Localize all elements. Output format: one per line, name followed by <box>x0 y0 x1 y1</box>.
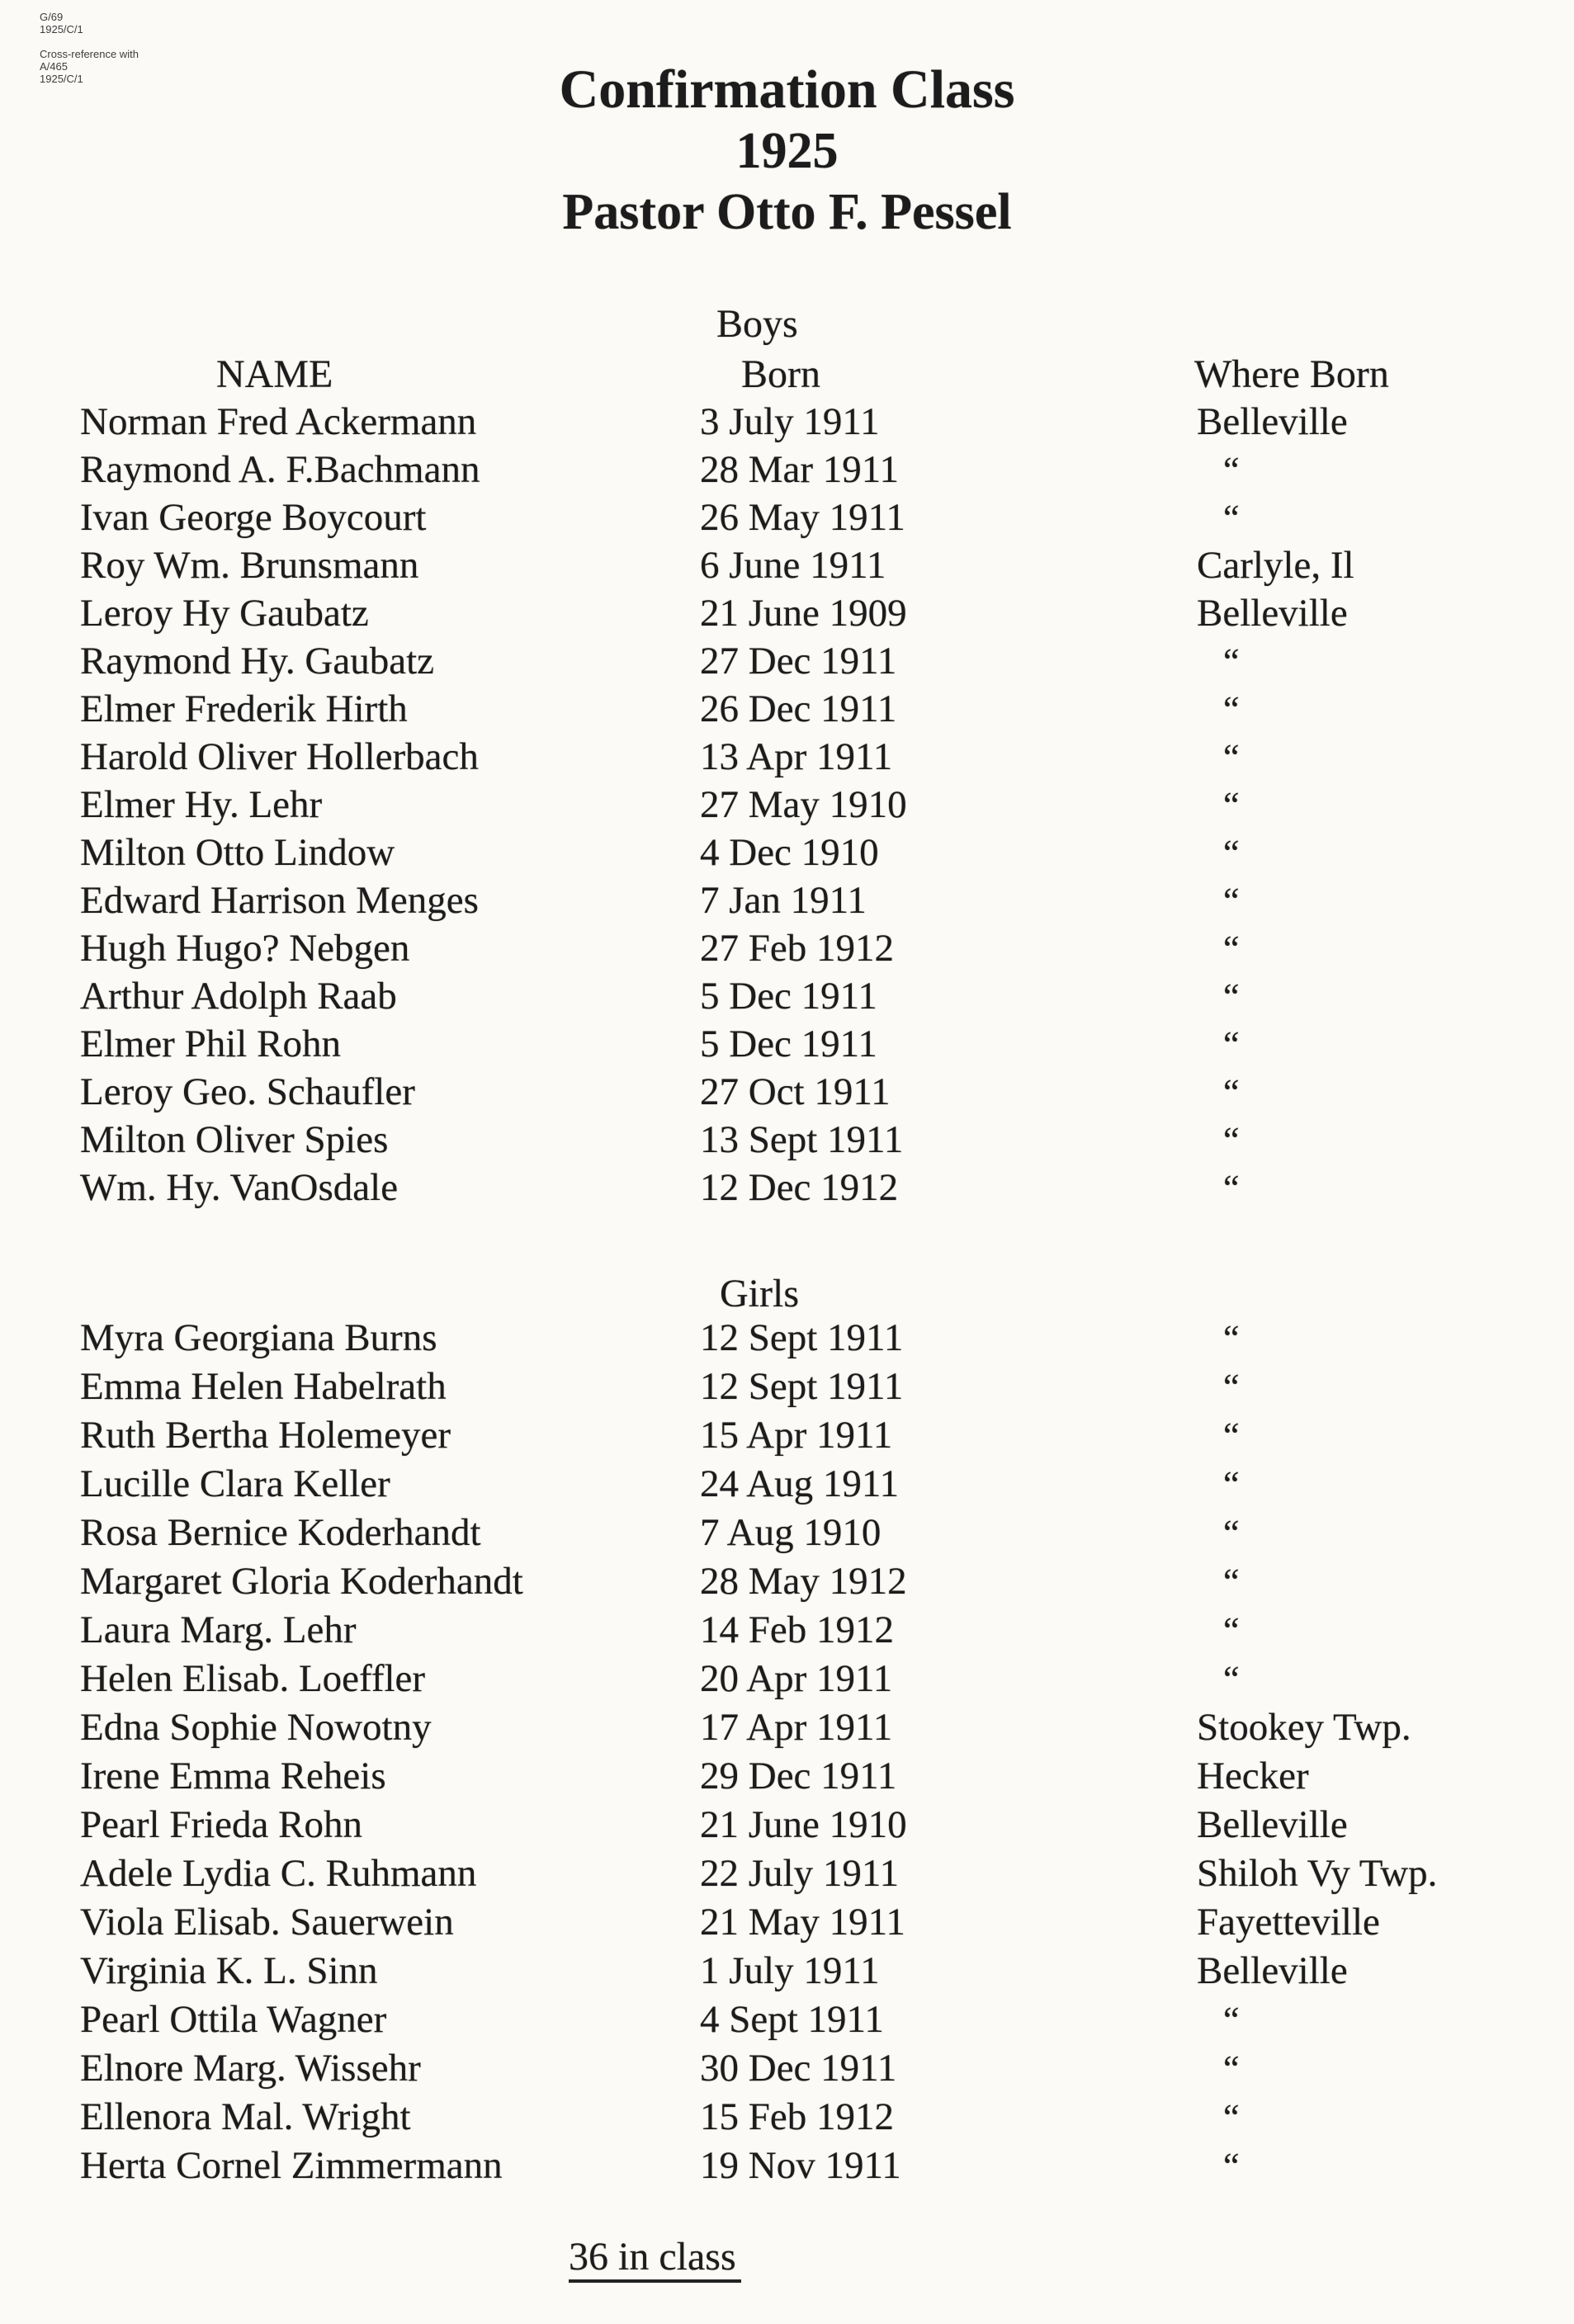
title-line-1: Confirmation Class <box>559 59 1015 120</box>
table-row <box>0 1608 1574 1656</box>
column-header-where-born: Where Born <box>1194 352 1389 396</box>
table-row <box>0 495 1574 543</box>
birth-date: 12 Dec 1912 <box>700 1166 899 1209</box>
ditto-mark: “ <box>1223 785 1240 825</box>
table-row <box>0 878 1574 926</box>
table-row <box>0 1364 1574 1412</box>
ditto-mark: “ <box>1223 881 1240 921</box>
student-name: Helen Elisab. Loeffler <box>80 1657 426 1700</box>
birth-date: 17 Apr 1911 <box>700 1706 893 1749</box>
birthplace: Shiloh Vy Twp. <box>1197 1852 1438 1895</box>
birthplace: Carlyle, Il <box>1197 544 1354 587</box>
birth-date: 13 Apr 1911 <box>700 735 893 778</box>
birth-date: 4 Sept 1911 <box>700 1998 884 2041</box>
ditto-mark: “ <box>1223 928 1240 969</box>
student-name: Lucille Clara Keller <box>80 1462 390 1505</box>
birthplace: Belleville <box>1197 1949 1348 1992</box>
birth-date: 24 Aug 1911 <box>700 1462 900 1505</box>
table-row <box>0 2095 1574 2142</box>
student-name: Milton Oliver Spies <box>80 1118 389 1161</box>
birth-date: 15 Apr 1911 <box>700 1414 893 1457</box>
ditto-mark: “ <box>1223 2146 1240 2186</box>
ditto-mark: “ <box>1223 1415 1240 1456</box>
student-name: Pearl Frieda Rohn <box>80 1803 362 1846</box>
ditto-mark: “ <box>1223 1318 1240 1358</box>
table-row <box>0 1705 1574 1753</box>
birthplace: Stookey Twp. <box>1197 1706 1411 1749</box>
table-row <box>0 591 1574 639</box>
table-row <box>0 2046 1574 2094</box>
table-row <box>0 1754 1574 1802</box>
ditto-mark: “ <box>1223 1120 1240 1160</box>
table-row <box>0 447 1574 495</box>
birth-date: 21 May 1911 <box>700 1901 905 1944</box>
table-row <box>0 1559 1574 1607</box>
birth-date: 12 Sept 1911 <box>700 1316 904 1359</box>
ditto-mark: “ <box>1223 737 1240 777</box>
birth-date: 19 Nov 1911 <box>700 2144 901 2187</box>
student-name: Ivan George Boycourt <box>80 496 427 539</box>
table-row <box>0 1948 1574 1996</box>
ditto-mark: “ <box>1223 2000 1240 2040</box>
table-row <box>0 1117 1574 1165</box>
birth-date: 14 Feb 1912 <box>700 1608 894 1651</box>
ditto-mark: “ <box>1223 1464 1240 1504</box>
birth-date: 15 Feb 1912 <box>700 2095 894 2138</box>
table-row <box>0 782 1574 830</box>
birth-date: 28 Mar 1911 <box>700 448 900 491</box>
birth-date: 28 May 1912 <box>700 1560 907 1603</box>
annotation-line: 1925/C/1 <box>40 73 83 85</box>
birth-date: 26 Dec 1911 <box>700 687 897 730</box>
birthplace: Belleville <box>1197 1803 1348 1846</box>
birth-date: 26 May 1911 <box>700 496 905 539</box>
student-name: Herta Cornel Zimmermann <box>80 2144 503 2187</box>
birth-date: 27 Feb 1912 <box>700 927 894 970</box>
ditto-mark: “ <box>1223 1072 1240 1112</box>
table-row <box>0 2143 1574 2191</box>
table-row <box>0 687 1574 735</box>
student-name: Milton Otto Lindow <box>80 831 395 874</box>
birth-date: 4 Dec 1910 <box>700 831 879 874</box>
annotation-line: Cross-reference with <box>40 48 139 60</box>
birth-date: 5 Dec 1911 <box>700 975 877 1018</box>
student-name: Adele Lydia C. Ruhmann <box>80 1852 477 1895</box>
birth-date: 27 Oct 1911 <box>700 1070 891 1113</box>
table-row <box>0 1900 1574 1948</box>
student-name: Ellenora Mal. Wright <box>80 2095 411 2138</box>
student-name: Virginia K. L. Sinn <box>80 1949 378 1992</box>
birth-date: 21 June 1910 <box>700 1803 907 1846</box>
student-name: Raymond A. F.Bachmann <box>80 448 480 491</box>
student-name: Harold Oliver Hollerbach <box>80 735 479 778</box>
birth-date: 12 Sept 1911 <box>700 1365 904 1408</box>
ditto-mark: “ <box>1223 498 1240 538</box>
document-title <box>0 59 1574 243</box>
student-name: Emma Helen Habelrath <box>80 1365 447 1408</box>
student-name: Elmer Frederik Hirth <box>80 687 408 730</box>
class-total: 36 in class <box>569 2236 741 2283</box>
ditto-mark: “ <box>1223 1168 1240 1208</box>
ditto-mark: “ <box>1223 641 1240 682</box>
student-name: Roy Wm. Brunsmann <box>80 544 419 587</box>
annotation-line: G/69 <box>40 11 64 23</box>
table-row <box>0 1316 1574 1363</box>
birth-date: 22 July 1911 <box>700 1852 900 1895</box>
table-row <box>0 639 1574 687</box>
student-name: Raymond Hy. Gaubatz <box>80 640 434 683</box>
birth-date: 7 Jan 1911 <box>700 879 867 922</box>
ditto-mark: “ <box>1223 976 1240 1017</box>
table-row <box>0 1413 1574 1461</box>
section-label-girls: Girls <box>720 1272 799 1316</box>
student-name: Ruth Bertha Holemeyer <box>80 1414 451 1457</box>
birth-date: 21 June 1909 <box>700 592 907 635</box>
table-row <box>0 926 1574 974</box>
student-name: Leroy Hy Gaubatz <box>80 592 369 635</box>
annotation-line: A/465 <box>40 60 68 73</box>
birth-date: 20 Apr 1911 <box>700 1657 893 1700</box>
birthplace: Hecker <box>1197 1755 1309 1797</box>
table-row <box>0 399 1574 447</box>
student-name: Pearl Ottila Wagner <box>80 1998 387 2041</box>
ditto-mark: “ <box>1223 689 1240 730</box>
birth-date: 1 July 1911 <box>700 1949 880 1992</box>
student-name: Laura Marg. Lehr <box>80 1608 357 1651</box>
student-name: Wm. Hy. VanOsdale <box>80 1166 399 1209</box>
ditto-mark: “ <box>1223 833 1240 873</box>
ditto-mark: “ <box>1223 2097 1240 2137</box>
table-row <box>0 735 1574 782</box>
ditto-mark: “ <box>1223 450 1240 490</box>
ditto-mark: “ <box>1223 2048 1240 2089</box>
table-row <box>0 1462 1574 1509</box>
ditto-mark: “ <box>1223 1024 1240 1065</box>
title-line-2: 1925 <box>735 123 839 179</box>
birth-date: 29 Dec 1911 <box>700 1755 897 1797</box>
ditto-mark: “ <box>1223 1513 1240 1553</box>
student-name: Margaret Gloria Koderhandt <box>80 1560 523 1603</box>
student-name: Irene Emma Reheis <box>80 1755 386 1797</box>
annotation-line: 1925/C/1 <box>40 23 83 35</box>
table-row <box>0 1070 1574 1117</box>
birth-date: 30 Dec 1911 <box>700 2047 897 2090</box>
table-row <box>0 1802 1574 1850</box>
table-row <box>0 1165 1574 1213</box>
student-name: Edward Harrison Menges <box>80 879 479 922</box>
birthplace: Fayetteville <box>1197 1901 1380 1944</box>
table-row <box>0 1851 1574 1899</box>
ditto-mark: “ <box>1223 1367 1240 1407</box>
student-name: Elnore Marg. Wissehr <box>80 2047 421 2090</box>
student-name: Elmer Phil Rohn <box>80 1023 341 1065</box>
section-label-boys: Boys <box>716 302 798 346</box>
student-name: Rosa Bernice Koderhandt <box>80 1511 481 1554</box>
birth-date: 3 July 1911 <box>700 400 880 443</box>
student-name: Hugh Hugo? Nebgen <box>80 927 410 970</box>
table-row <box>0 974 1574 1022</box>
student-name: Viola Elisab. Sauerwein <box>80 1901 454 1944</box>
table-row <box>0 543 1574 591</box>
ditto-mark: “ <box>1223 1561 1240 1602</box>
table-row <box>0 1022 1574 1070</box>
birth-date: 27 Dec 1911 <box>700 640 897 683</box>
title-line-3: Pastor Otto F. Pessel <box>562 184 1012 240</box>
birth-date: 27 May 1910 <box>700 783 907 826</box>
birth-date: 7 Aug 1910 <box>700 1511 882 1554</box>
student-name: Myra Georgiana Burns <box>80 1316 437 1359</box>
birthplace: Belleville <box>1197 400 1348 443</box>
ditto-mark: “ <box>1223 1610 1240 1651</box>
column-header-born: Born <box>741 352 820 396</box>
student-name: Arthur Adolph Raab <box>80 975 397 1018</box>
table-row <box>0 1510 1574 1558</box>
birth-date: 5 Dec 1911 <box>700 1023 877 1065</box>
table-row <box>0 1656 1574 1704</box>
student-name: Elmer Hy. Lehr <box>80 783 323 826</box>
birthplace: Belleville <box>1197 592 1348 635</box>
table-row <box>0 1997 1574 2045</box>
student-name: Leroy Geo. Schaufler <box>80 1070 415 1113</box>
birth-date: 6 June 1911 <box>700 544 886 587</box>
annotation-line <box>40 35 139 48</box>
student-name: Norman Fred Ackermann <box>80 400 477 443</box>
column-header-name: NAME <box>216 352 333 396</box>
birth-date: 13 Sept 1911 <box>700 1118 904 1161</box>
ditto-mark: “ <box>1223 1659 1240 1699</box>
table-row <box>0 830 1574 878</box>
student-name: Edna Sophie Nowotny <box>80 1706 432 1749</box>
